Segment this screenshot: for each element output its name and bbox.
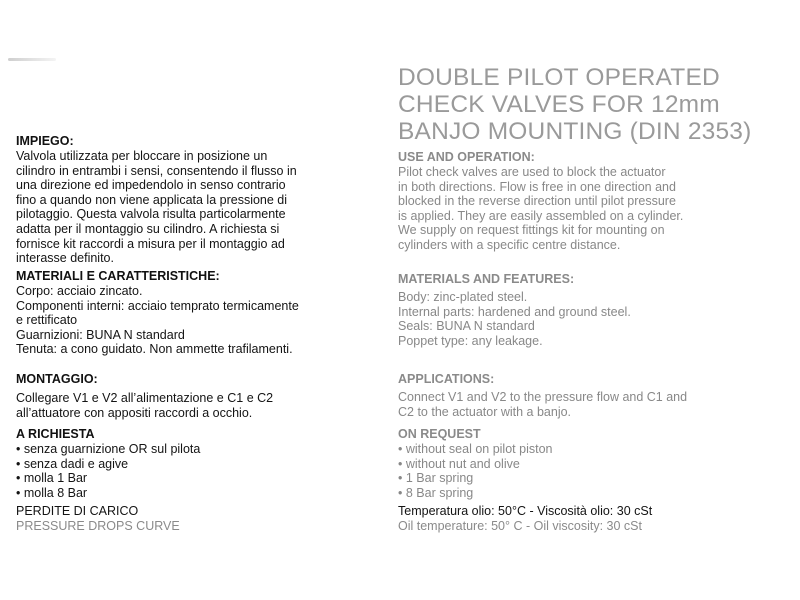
materials-line: Seals: BUNA N standard	[398, 319, 535, 334]
use-line: Pilot check valves are used to block the actuator	[398, 165, 666, 179]
materiali-section	[16, 269, 316, 357]
materials-line: Poppet type: any leakage.	[398, 333, 543, 348]
impiego-line: cilindro in entrambi i sensi, consentendo il flusso in	[16, 163, 297, 178]
impiego-line: interasse definito.	[16, 251, 114, 266]
materiali-line: e rettificato	[16, 313, 78, 328]
montaggio-section	[16, 372, 316, 420]
materiali-line: Tenuta: a cono guidato. Non ammette trafilamenti.	[16, 342, 293, 357]
decorative-corner-line	[8, 58, 56, 61]
materiali-line: Componenti interni: acciaio temprato termicamente	[16, 298, 299, 313]
richiesta-item: • senza guarnizione OR sul pilota	[16, 442, 201, 456]
impiego-line: una direzione ed impedendolo in senso contrario	[16, 178, 286, 193]
materials-line: Body: zinc-plated steel.	[398, 290, 528, 304]
use-section	[398, 150, 798, 253]
richiesta-heading: A RICHIESTA	[16, 427, 95, 441]
materials-section	[398, 272, 798, 348]
perdite-label-it: PERDITE DI CARICO	[16, 504, 139, 518]
montaggio-line: all’attuatore con appositi raccordi a occhio.	[16, 405, 253, 420]
richiesta-item: • senza dadi e agive	[16, 456, 129, 471]
materiali-line: Corpo: acciaio zincato.	[16, 284, 143, 298]
montaggio-heading: MONTAGGIO:	[16, 372, 98, 386]
title-line: BANJO MOUNTING (DIN 2353)	[398, 118, 752, 145]
materials-heading: MATERIALS AND FEATURES:	[398, 272, 575, 286]
perdite-section	[16, 504, 316, 533]
use-line: cylinders with a specific centre distance.	[398, 237, 621, 252]
use-line: is applied. They are easily assembled on a cylinder.	[398, 208, 684, 223]
montaggio-line: Collegare V1 e V2 all’alimentazione e C1 e C2	[16, 391, 274, 405]
page-title	[398, 64, 798, 145]
applications-line: Connect V1 and V2 to the pressure flow and C1 and	[398, 390, 688, 404]
materiali-heading: MATERIALI E CARATTERISTICHE:	[16, 269, 220, 283]
impiego-line: pilotaggio. Questa valvola risulta particolarmente	[16, 207, 286, 222]
temperature-it: Temperatura olio: 50°C - Viscosità olio: 30 cSt	[398, 504, 653, 518]
materiali-line: Guarnizioni: BUNA N standard	[16, 327, 185, 342]
applications-section	[398, 372, 798, 419]
richiesta-item: • molla 1 Bar	[16, 471, 88, 486]
impiego-line: fornisce kit raccordi a misura per il montaggio ad	[16, 236, 285, 251]
request-item: • 1 Bar spring	[398, 471, 474, 486]
request-heading: ON REQUEST	[398, 427, 481, 441]
use-line: We supply on request fittings kit for mounting on	[398, 223, 665, 238]
impiego-line: Valvola utilizzata per bloccare in posizione un	[16, 149, 268, 163]
request-item: • 8 Bar spring	[398, 485, 474, 500]
applications-heading: APPLICATIONS:	[398, 372, 495, 386]
applications-line: C2 to the actuator with a banjo.	[398, 404, 572, 419]
impiego-line: fino a quando non viene applicata la pressione di	[16, 192, 288, 207]
richiesta-item: • molla 8 Bar	[16, 485, 88, 500]
perdite-label-en: PRESSURE DROPS CURVE	[16, 518, 180, 533]
request-item: • without seal on pilot piston	[398, 442, 553, 456]
use-line: in both directions. Flow is free in one direction and	[398, 179, 676, 194]
title-line: DOUBLE PILOT OPERATED	[398, 64, 720, 91]
impiego-line: adatta per il montaggio su cilindro. A richiesta si	[16, 221, 280, 236]
impiego-section	[16, 134, 316, 266]
temperature-section	[398, 504, 798, 533]
use-heading: USE AND OPERATION:	[398, 150, 535, 164]
temperature-en: Oil temperature: 50° C - Oil viscosity: 30 cSt	[398, 518, 642, 533]
richiesta-section	[16, 427, 316, 500]
request-item: • without nut and olive	[398, 456, 520, 471]
impiego-heading: IMPIEGO:	[16, 134, 74, 148]
title-line: CHECK VALVES FOR 12mm	[398, 91, 720, 118]
materials-line: Internal parts: hardened and ground steel.	[398, 304, 631, 319]
request-section	[398, 427, 798, 500]
use-line: blocked in the reverse direction until pilot pressure	[398, 194, 676, 209]
